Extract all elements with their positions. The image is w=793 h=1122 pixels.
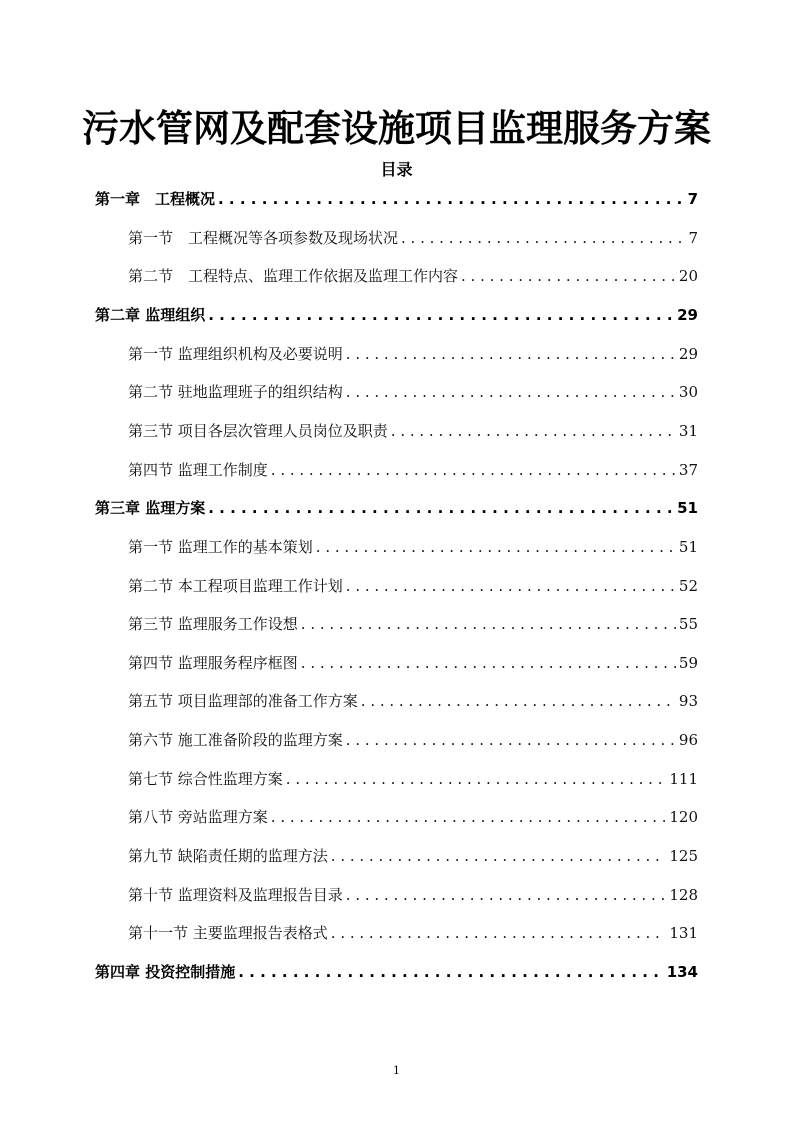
toc-entry-page: 7 xyxy=(687,190,698,208)
dot-leader xyxy=(331,847,667,865)
toc-entry-section[interactable] xyxy=(128,265,698,289)
toc-heading: 目录 xyxy=(380,160,413,179)
toc-entry-page: 37 xyxy=(678,460,698,479)
toc-entry-section[interactable] xyxy=(128,922,698,946)
toc-entry-section[interactable] xyxy=(128,652,698,676)
toc-entry-page: 59 xyxy=(678,653,698,672)
toc-entry-chapter[interactable] xyxy=(95,497,698,521)
dot-leader xyxy=(218,190,685,208)
toc-entry-label: 第十一节 主要监理报告表格式 xyxy=(128,924,328,943)
dot-leader xyxy=(361,692,676,710)
dot-leader xyxy=(346,345,676,363)
toc-entry-page: 96 xyxy=(678,731,698,750)
dot-leader xyxy=(301,654,676,672)
toc-entry-page: 51 xyxy=(678,537,698,556)
toc-entry-section[interactable] xyxy=(128,884,698,908)
toc-entry-section[interactable] xyxy=(128,381,698,405)
toc-entry-section[interactable] xyxy=(128,536,698,560)
toc-entry-section[interactable] xyxy=(128,690,698,714)
toc-entry-page: 31 xyxy=(678,421,698,440)
toc-entry-label: 第七节 综合性监理方案 xyxy=(128,769,283,788)
toc-entry-section[interactable] xyxy=(128,343,698,367)
dot-leader xyxy=(271,461,676,479)
toc-entry-section[interactable] xyxy=(128,420,698,444)
toc-entry-label: 第一节 监理组织机构及必要说明 xyxy=(128,344,343,363)
toc-entry-label: 第五节 项目监理部的准备工作方案 xyxy=(128,692,358,711)
dot-leader xyxy=(346,886,667,904)
dot-leader xyxy=(346,731,676,749)
toc-entry-page: 93 xyxy=(678,692,698,711)
toc-entry-page: 20 xyxy=(678,267,698,286)
toc-entry-chapter[interactable] xyxy=(95,961,698,985)
toc-entry-label: 第二节 工程特点、监理工作依据及监理工作内容 xyxy=(128,267,459,286)
dot-leader xyxy=(346,577,676,595)
toc-entry-label: 第二节 驻地监理班子的组织结构 xyxy=(128,383,343,402)
toc-entry-label: 第六节 施工准备阶段的监理方案 xyxy=(128,731,343,750)
page-number: 1 xyxy=(393,1064,400,1077)
toc-entry-label: 第四节 监理服务程序框图 xyxy=(128,653,298,672)
toc-entry-page: 7 xyxy=(688,228,698,247)
toc-entry-section[interactable] xyxy=(128,845,698,869)
toc-entry-label: 第三节 项目各层次管理人员岗位及职责 xyxy=(128,421,388,440)
toc-entry-chapter[interactable] xyxy=(95,188,698,212)
toc-entry-section[interactable] xyxy=(128,459,698,483)
toc-entry-page: 55 xyxy=(678,615,698,634)
toc-entry-label: 第八节 旁站监理方案 xyxy=(128,808,268,827)
toc-entry-page: 125 xyxy=(669,847,698,866)
dot-leader xyxy=(301,615,676,633)
toc-entry-label: 第一节 监理工作的基本策划 xyxy=(128,537,313,556)
toc-entry-page: 120 xyxy=(669,808,698,827)
toc-entry-section[interactable] xyxy=(128,729,698,753)
dot-leader xyxy=(391,422,676,440)
toc-entry-label: 第四节 监理工作制度 xyxy=(128,460,268,479)
dot-leader xyxy=(271,808,667,826)
toc-entry-section[interactable] xyxy=(128,806,698,830)
toc-entry-section[interactable] xyxy=(128,613,698,637)
toc-entry-section[interactable] xyxy=(128,768,698,792)
dot-leader xyxy=(286,770,667,788)
dot-leader xyxy=(331,924,667,942)
toc-entry-section[interactable] xyxy=(128,575,698,599)
toc-entry-label: 第九节 缺陷责任期的监理方法 xyxy=(128,847,328,866)
dot-leader xyxy=(461,267,676,285)
toc-entry-label: 第二节 本工程项目监理工作计划 xyxy=(128,576,343,595)
toc-entry-page: 30 xyxy=(678,383,698,402)
dot-leader xyxy=(401,229,685,247)
toc-entry-label: 第四章 投资控制措施 xyxy=(95,963,236,981)
toc-entry-label: 第二章 监理组织 xyxy=(95,305,206,324)
toc-entry-section[interactable] xyxy=(128,227,698,251)
toc-entry-label: 第十节 监理资料及监理报告目录 xyxy=(128,885,343,904)
toc-entry-page: 52 xyxy=(678,576,698,595)
toc-entry-label: 第一节 工程概况等各项参数及现场状况 xyxy=(128,228,399,247)
toc-entry-page: 29 xyxy=(678,344,698,363)
dot-leader xyxy=(238,963,663,981)
toc-entry-page: 111 xyxy=(669,769,698,788)
toc-entry-page: 29 xyxy=(677,305,698,324)
dot-leader xyxy=(208,499,674,517)
toc-entry-label: 第三章 监理方案 xyxy=(95,499,206,518)
toc-entry-chapter[interactable] xyxy=(95,304,698,328)
toc-entry-page: 134 xyxy=(666,963,698,981)
toc-entry-label: 第三节 监理服务工作设想 xyxy=(128,615,298,634)
toc-entry-page: 51 xyxy=(677,499,698,518)
dot-leader xyxy=(208,306,674,324)
dot-leader xyxy=(346,383,676,401)
toc-entry-page: 131 xyxy=(669,924,698,943)
toc-entry-label: 第一章 工程概况 xyxy=(95,190,216,208)
document-title: 污水管网及配套设施项目监理服务方案 xyxy=(82,107,711,150)
dot-leader xyxy=(316,538,676,556)
toc-entry-page: 128 xyxy=(669,885,698,904)
